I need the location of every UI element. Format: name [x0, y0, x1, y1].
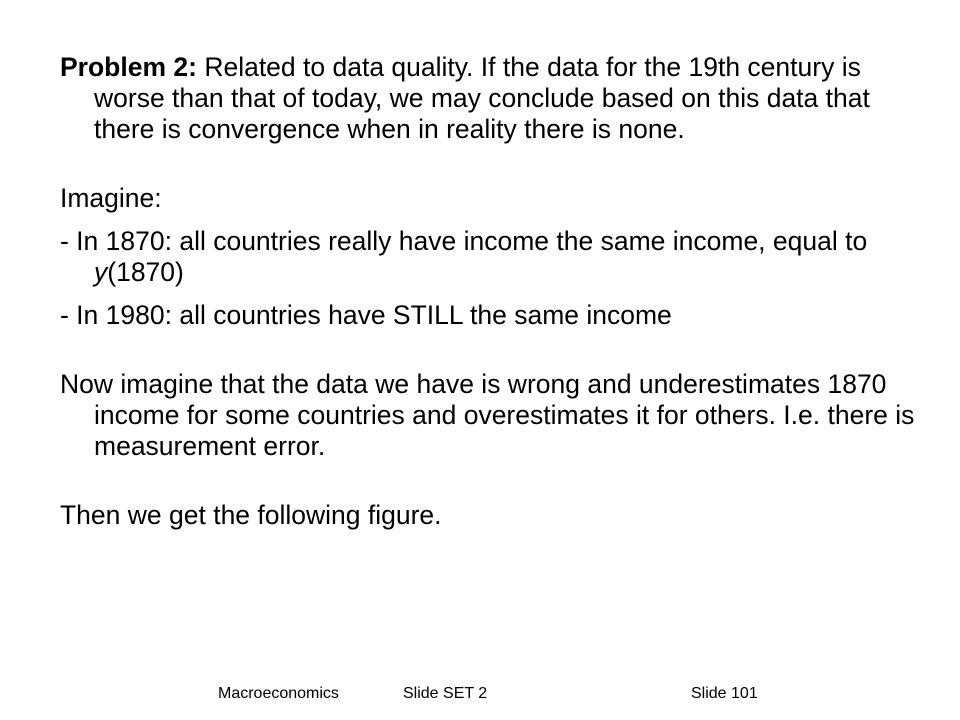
- spacer: [60, 145, 920, 183]
- problem-label: Problem 2:: [60, 52, 197, 82]
- footer-course: Macroeconomics: [218, 685, 339, 702]
- slide-footer: [0, 682, 960, 706]
- spacer: [60, 214, 920, 226]
- problem-text: Related to data quality. If the data for the 19th century is worse than that of today, we may conclude based on this data that there is convergence when in reality there is none.: [94, 52, 870, 144]
- item1-italic-var: y: [94, 257, 108, 287]
- spacer: [60, 462, 920, 500]
- problem-paragraph: [60, 52, 920, 145]
- imagine-item-1870: [60, 226, 920, 288]
- footer-slide-set: Slide SET 2: [403, 685, 488, 702]
- spacer: [60, 331, 920, 369]
- imagine-item-1980: - In 1980: all countries have STILL the same income: [60, 300, 672, 330]
- imagine-heading: Imagine:: [60, 183, 162, 213]
- item1-text-before: - In 1870: all countries really have income the same income, equal to: [60, 226, 868, 256]
- spacer: [60, 288, 920, 300]
- footer-slide-number: Slide 101: [691, 685, 758, 702]
- conclusion-paragraph: Then we get the following figure.: [60, 500, 442, 530]
- item1-text-after: (1870): [107, 257, 184, 287]
- now-imagine-paragraph: Now imagine that the data we have is wrong and underestimates 1870 income for some countries and overestimates it for others. I.e. there is measurement error.: [60, 369, 915, 461]
- slide-content: [60, 52, 920, 531]
